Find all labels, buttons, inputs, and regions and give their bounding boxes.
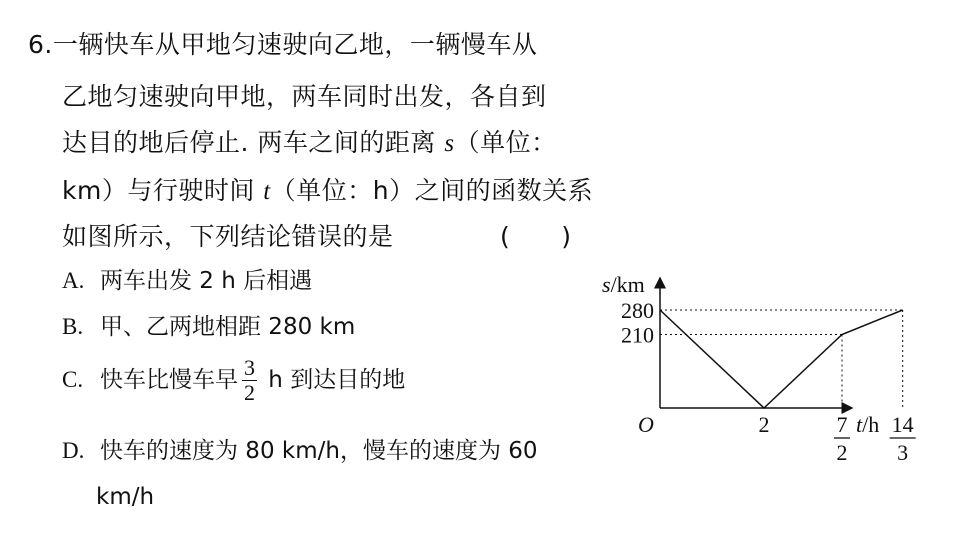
x-tick-numerator: 14 bbox=[891, 412, 914, 437]
option-a-text: 两车出发 2 h 后相遇 bbox=[100, 268, 313, 294]
x-axis-label: t/h bbox=[856, 412, 880, 437]
y-tick-label: 210 bbox=[621, 322, 654, 348]
x-tick-denominator: 2 bbox=[836, 440, 848, 465]
option-d[interactable]: D. 快车的速度为 80 km/h，慢车的速度为 60 bbox=[62, 438, 538, 464]
option-b-text: 甲、乙两地相距 280 km bbox=[100, 314, 356, 340]
distance-time-graph bbox=[580, 262, 920, 482]
question-line-2: 乙地匀速驶向甲地，两车同时出发，各自到 bbox=[62, 82, 547, 111]
question-line-4: km）与行驶时间 t（单位：h）之间的函数关系 bbox=[62, 176, 594, 205]
answer-bracket: ( ) bbox=[500, 222, 572, 251]
fraction-3-2: $\frac{3}{2}$ bbox=[244, 355, 255, 405]
option-b[interactable]: B. 甲、乙两地相距 280 km bbox=[62, 314, 356, 340]
y-axis-label: s/km bbox=[602, 272, 645, 297]
option-c[interactable]: C. 快车比慢车早 $\frac{3}{2}$ h 到达目的地 bbox=[62, 355, 406, 405]
option-a[interactable]: A. 两车出发 2 h 后相遇 bbox=[62, 268, 313, 294]
option-d-text: 快车的速度为 80 km/h，慢车的速度为 60 bbox=[100, 438, 538, 464]
question-line-5: 如图所示，下列结论错误的是 bbox=[62, 222, 394, 251]
x-tick-numerator: 7 bbox=[836, 412, 848, 437]
question-line-1: 6.一辆快车从甲地匀速驶向乙地，一辆慢车从 bbox=[28, 30, 538, 59]
x-tick-label: 2 bbox=[758, 412, 770, 437]
series-line bbox=[660, 310, 903, 408]
question-number: 6. bbox=[28, 30, 53, 59]
var-s: s bbox=[444, 130, 455, 157]
option-d-continued: km/h bbox=[96, 484, 155, 510]
question-line-3: 达目的地后停止. 两车之间的距离 s（单位： bbox=[62, 128, 557, 157]
var-t: t bbox=[263, 178, 271, 205]
y-tick-label: 280 bbox=[621, 298, 654, 323]
x-tick-denominator: 3 bbox=[897, 440, 909, 465]
origin-label: O bbox=[638, 412, 654, 437]
